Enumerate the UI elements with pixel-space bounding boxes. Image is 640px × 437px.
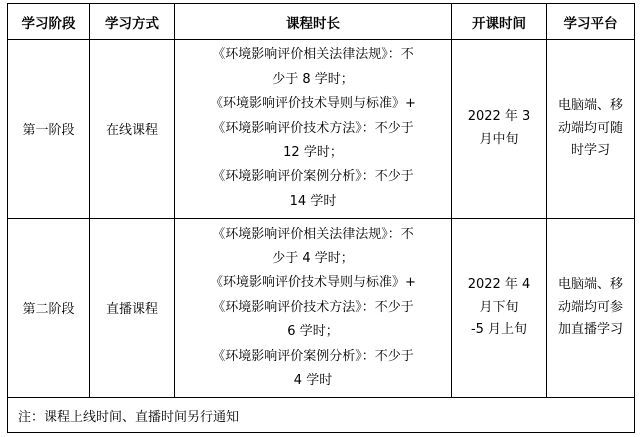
header-duration: 课程时长 [175, 4, 452, 40]
method-cell: 直播课程 [90, 218, 175, 398]
header-platform: 学习平台 [547, 4, 635, 40]
stage-cell: 第二阶段 [8, 218, 90, 398]
note-row [8, 398, 635, 433]
platform-line: 加直播学习 [557, 322, 623, 338]
start-time-cell [452, 218, 547, 398]
start-time-line: 2022 年 4 [467, 277, 531, 293]
start-time-line: 2022 年 3 [467, 109, 531, 125]
duration-line: 《环境影响评价相关法律法规》：不 [212, 226, 414, 242]
duration-line: 《环境影响评价案例分析》：不少于 [212, 348, 414, 364]
duration-line: 6 学时； [287, 324, 339, 340]
platform-line: 电脑端、移 [557, 277, 623, 293]
duration-cell [175, 40, 452, 219]
start-time-cell [452, 40, 547, 219]
start-time-line: 月下旬 [479, 299, 519, 315]
duration-line: 4 学时 [293, 372, 333, 388]
header-row [8, 4, 635, 40]
duration-line: 12 学时； [283, 145, 343, 161]
duration-line: 14 学时 [289, 193, 337, 209]
duration-line: 《环境影响评价相关法律法规》：不 [212, 47, 414, 63]
header-method: 学习方式 [90, 4, 175, 40]
duration-line: 《环境影响评价技术方法》：不少于 [212, 299, 414, 315]
duration-line: 少于 8 学时； [272, 71, 354, 87]
platform-line: 电脑端、移 [557, 98, 623, 114]
platform-cell [547, 40, 635, 219]
header-stage: 学习阶段 [8, 4, 90, 40]
duration-line: 少于 4 学时； [272, 250, 354, 266]
start-time-line: 月中旬 [479, 131, 519, 147]
method-cell: 在线课程 [90, 40, 175, 219]
table-row-stage-1 [8, 40, 635, 219]
duration-line: 《环境影响评价技术导则与标准》+ [210, 275, 416, 291]
start-time-line: -5 月上旬 [470, 322, 528, 338]
header-start-time: 开课时间 [452, 4, 547, 40]
duration-line: 《环境影响评价技术导则与标准》+ [210, 96, 416, 112]
duration-line: 《环境影响评价技术方法》：不少于 [212, 120, 414, 136]
platform-cell [547, 218, 635, 398]
course-schedule-table [7, 3, 635, 433]
table-row-stage-2 [8, 218, 635, 398]
platform-line: 时学习 [570, 143, 610, 159]
stage-cell: 第一阶段 [8, 40, 90, 219]
duration-cell [175, 218, 452, 398]
note-text: 注：课程上线时间、直播时间另行通知 [8, 398, 635, 433]
platform-line: 动端均可随 [557, 120, 623, 136]
duration-line: 《环境影响评价案例分析》：不少于 [212, 169, 414, 185]
platform-line: 动端均可参 [557, 299, 623, 315]
